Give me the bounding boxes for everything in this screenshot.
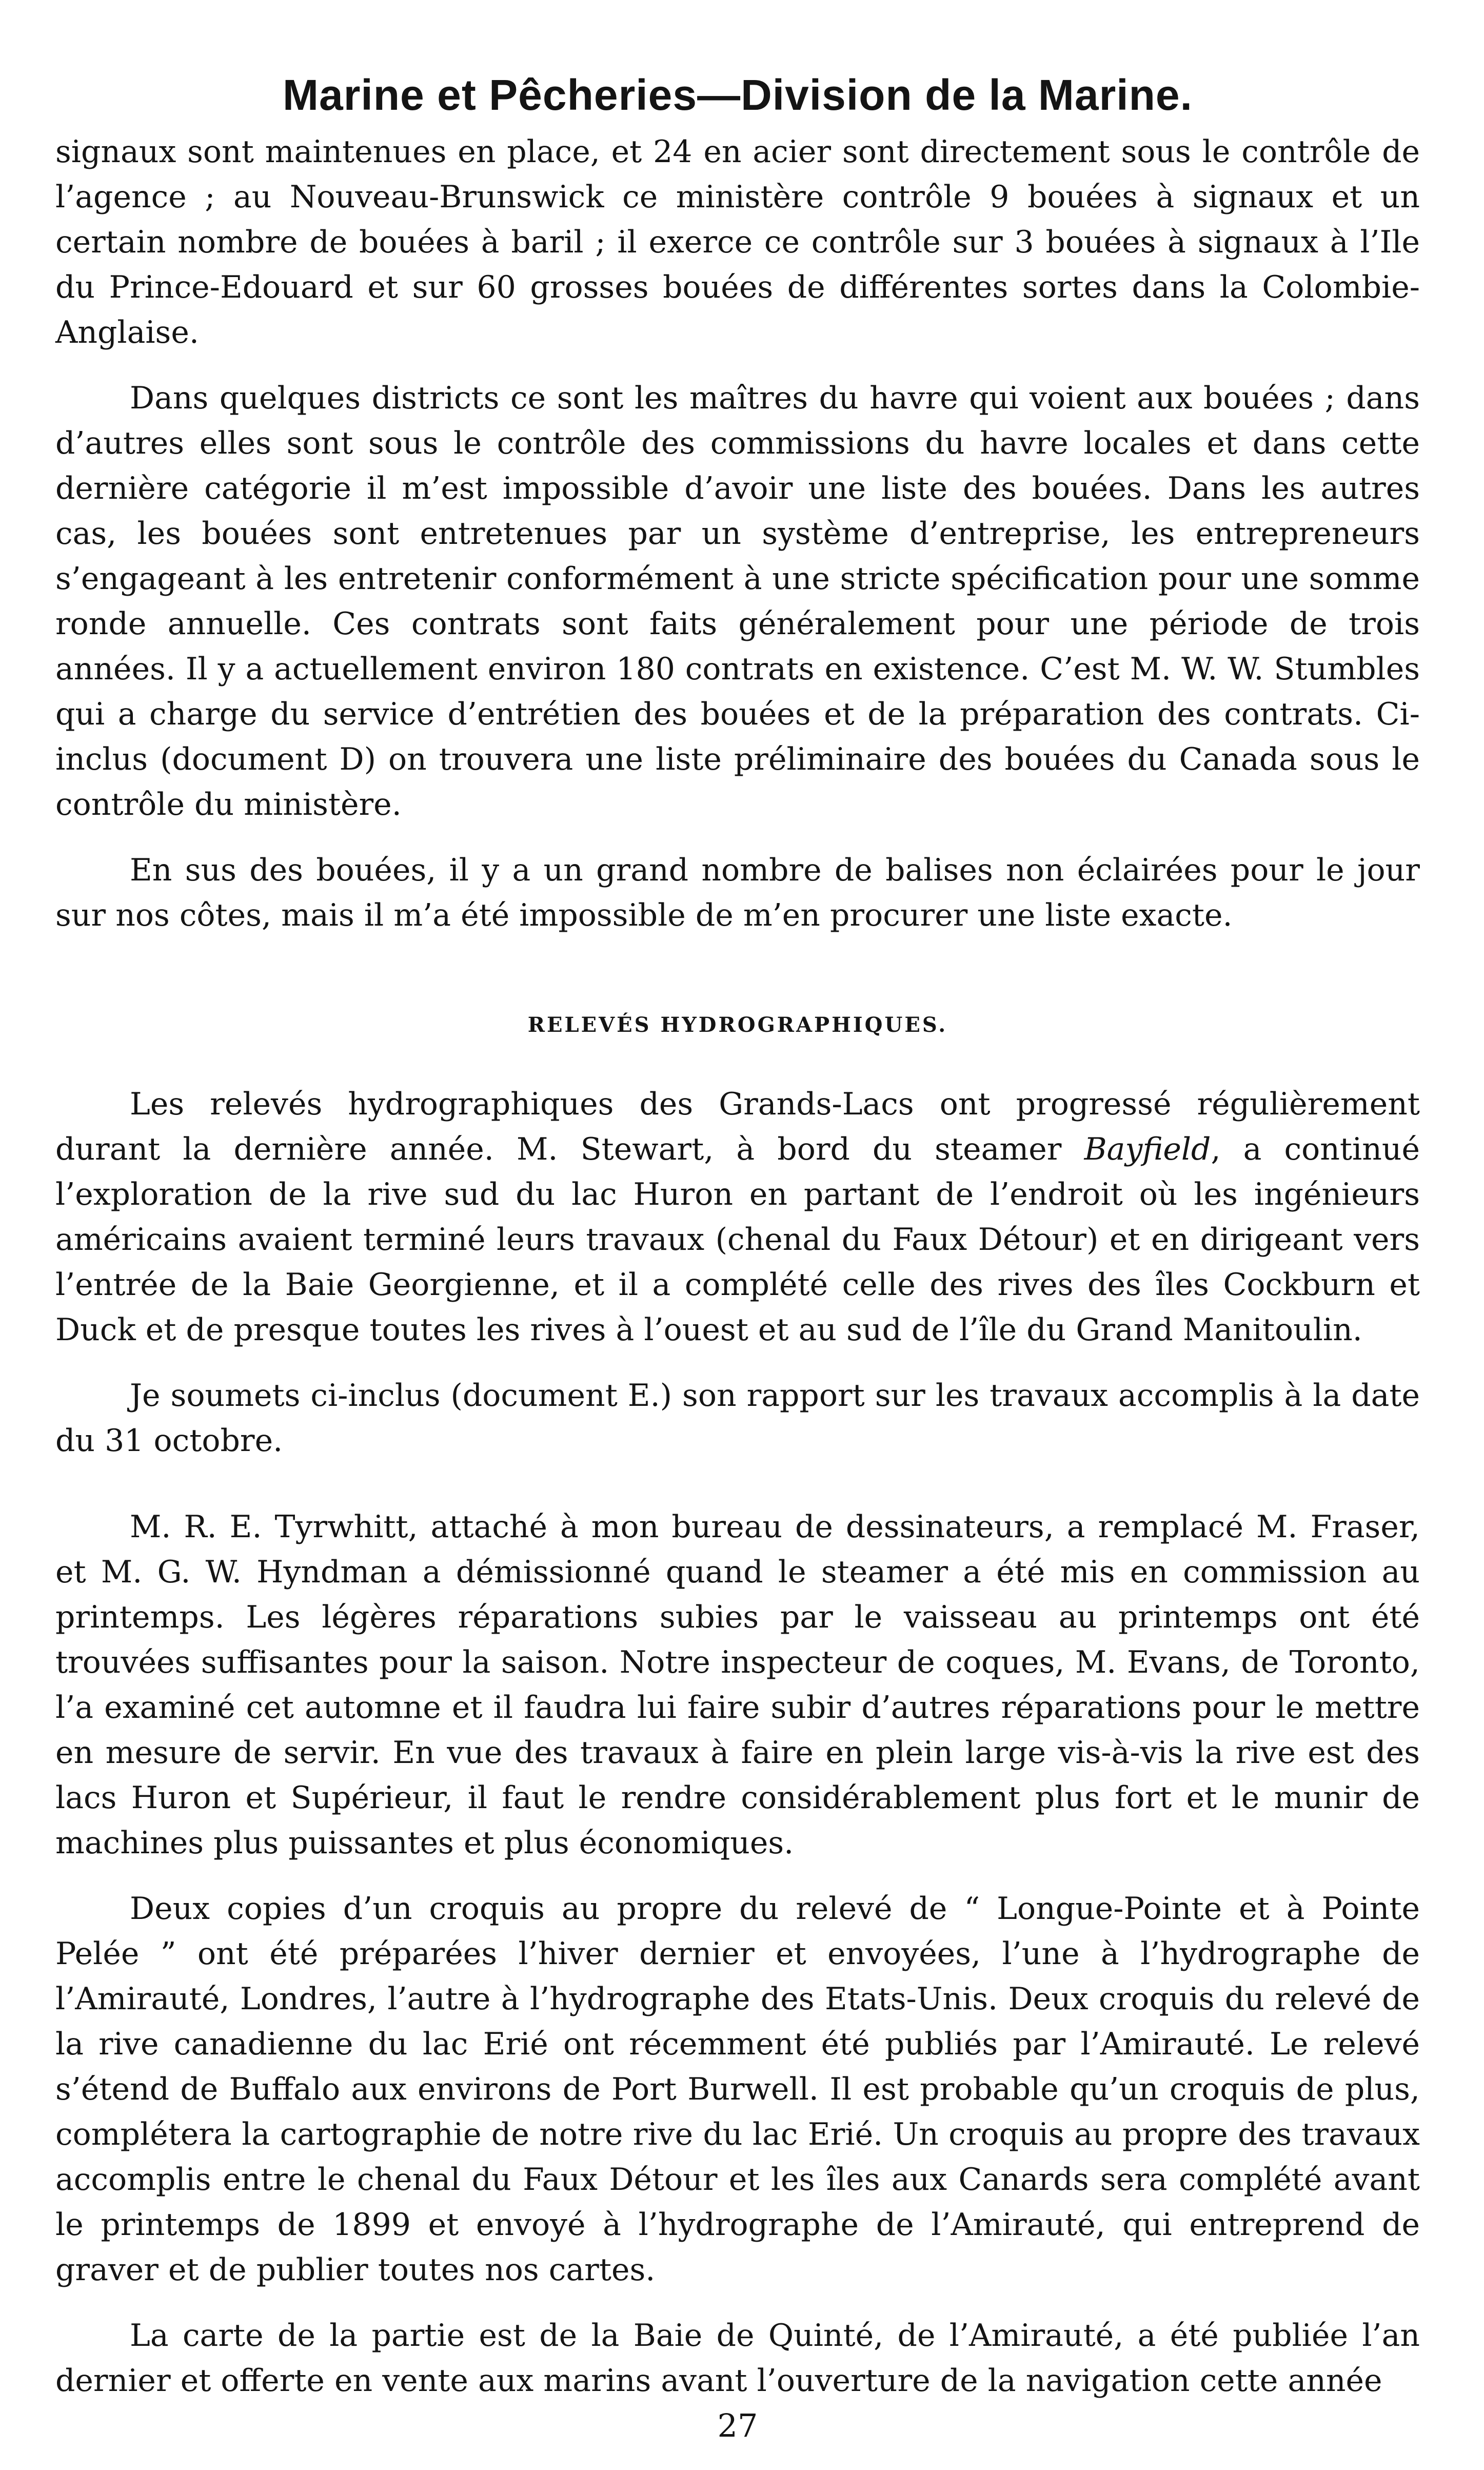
paragraph-beacons: En sus des bouées, il y a un grand nombre de balises non éclairées pour le jour sur nos côtes, mais il m’a été impossible de m’en procurer une liste exacte.	[55, 852, 1420, 933]
page-number: 27	[717, 2407, 758, 2444]
text-segment: , a continué l’exploration de la rive sud du lac Huron en partant de l’endroit où les ingénieurs américains avaient terminé leurs travaux (chenal du Faux Détour) et en dirigeant vers l’entrée de la Baie Georgienne, et il a complété celle des rives des îles Cockburn et Duck et de presque toutes les rives à l’ouest et au sud de l’île du Grand Manitoulin.	[55, 1131, 1420, 1348]
paragraph-sketch-copies: Deux copies d’un croquis au propre du relevé de “ Longue-Pointe et à Pointe Pelée ” ont été préparées l’hiver dernier et envoyées, l’une à l’hydrographe de l’Amirauté, Londres, l’autre à l’hydrographe des Etats-Unis. Deux croquis du relevé de la rive canadienne du lac Erié ont récemment été publiés par l’Amirauté. Le relevé s’étend de Buffalo aux environs de Port Burwell. Il est probable qu’un croquis de plus, complétera la cartographie de notre rive du lac Erié. Un croquis au propre des travaux accomplis entre le chenal du Faux Détour et les îles aux Canards sera complété avant le printemps de 1899 et envoyé à l’hydrographe de l’Amirauté, qui entreprend de graver et de publier toutes nos cartes.	[55, 1891, 1420, 2288]
ship-name: Bayfield	[1084, 1131, 1211, 1167]
paragraph-great-lakes-surveys	[55, 1082, 1420, 1352]
paragraph-report-submitted: Je soumets ci-inclus (document E.) son rapport sur les travaux accomplis à la date du 31 octobre.	[55, 1378, 1420, 1459]
paragraph-bay-of-quinte-chart: La carte de la partie est de la Baie de Quinté, de l’Amirauté, a été publiée l’an dernier et offerte en vente aux marins avant l’ouverture de la navigation cette année	[55, 2318, 1420, 2399]
paragraph-staff-and-steamer: M. R. E. Tyrwhitt, attaché à mon bureau de dessinateurs, a remplacé M. Fraser, et M. G. W. Hyndman a démissionné quand le steamer a été mis en commission au printemps. Les légères réparations subies par le vaisseau au printemps ont été trouvées suffisantes pour la saison. Notre inspecteur de coques, M. Evans, de Toronto, l’a examiné cet automne et il faudra lui faire subir d’autres réparations pour le mettre en mesure de servir. En vue des travaux à faire en plein large vis-à-vis la rive est des lacs Huron et Supérieur, il faut le rendre considérablement plus fort et le munir de machines plus puissantes et plus économiques.	[55, 1509, 1420, 1861]
paragraph-buoys-districts: Dans quelques districts ce sont les maîtres du havre qui voient aux bouées ; dans d’autres elles sont sous le contrôle des commissions du havre locales et dans cette dernière catégorie il m’est impossible d’avoir une liste des bouées. Dans les autres cas, les bouées sont entretenues par un système d’entreprise, les entrepreneurs s’engageant à les entretenir conformément à une stricte spécification pour une somme ronde annuelle. Ces contrats sont faits généralement pour une période de trois années. Il y a actuellement environ 180 contrats en existence. C’est M. W. W. Stumbles qui a charge du service d’entrétien des bouées et de la préparation des contrats. Ci-inclus (document D) on trouvera une liste préliminaire des bouées du Canada sous le contrôle du ministère.	[55, 380, 1420, 822]
section-title-hydrographic-surveys: RELEVÉS HYDROGRAPHIQUES.	[527, 1013, 948, 1037]
page-header: Marine et Pêcheries—Division de la Marine.	[283, 71, 1193, 119]
document-page	[55, 67, 1420, 2447]
text-segment: Les relevés hydrographiques des Grands-Lacs ont progressé régulièrement durant la dernière année. M. Stewart, à bord du steamer	[55, 1086, 1420, 1167]
paragraph-continuation: signaux sont maintenues en place, et 24 en acier sont directement sous le contrôle de l’agence ; au Nouveau-Brunswick ce ministère contrôle 9 bouées à signaux et un certain nombre de bouées à baril ; il exerce ce contrôle sur 3 bouées à signaux à l’Ile du Prince-Edouard et sur 60 grosses bouées de différentes sortes dans la Colombie-Anglaise.	[55, 134, 1420, 350]
